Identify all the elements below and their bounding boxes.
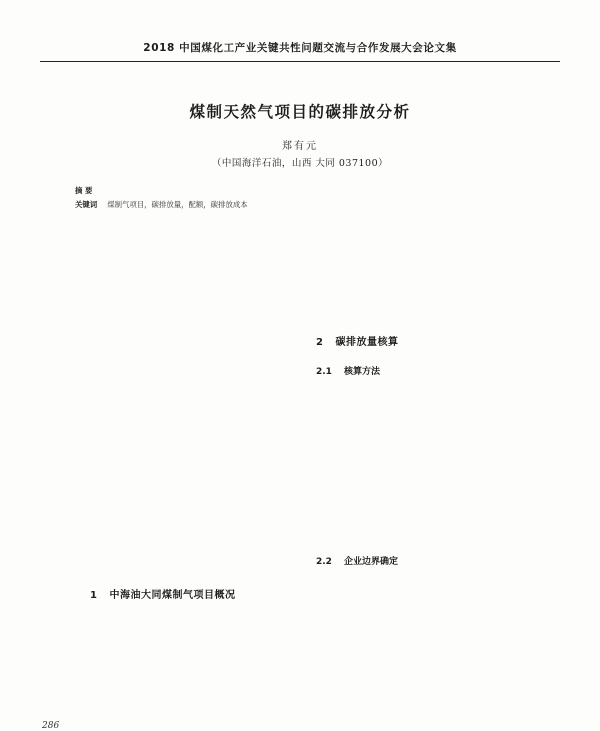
affiliation: （中国海洋石油，山西 大同 037100） xyxy=(211,158,389,169)
keywords-line xyxy=(75,198,525,212)
section-heading-1: 1 中海油大同煤制气项目概况 xyxy=(90,590,236,601)
header-divider xyxy=(40,61,560,62)
author: 郑有元 xyxy=(282,141,318,152)
section-heading-2: 2 碳排放量核算 xyxy=(316,337,399,348)
subsection-heading-2-2: 2.2 企业边界确定 xyxy=(316,557,398,567)
abstract-label: 摘 要 xyxy=(75,186,93,195)
running-head: 2018 中国煤化工产业关键共性问题交流与合作发展大会论文集 xyxy=(143,42,457,54)
subsection-heading-2-1: 2.1 核算方法 xyxy=(316,367,380,377)
keywords-label: 关键词 xyxy=(75,200,98,209)
abstract-paragraph xyxy=(75,184,525,198)
keywords-text: 煤制气项目，碳排放量，配额，碳排放成本 xyxy=(107,200,248,209)
abstract-block xyxy=(75,184,525,212)
page-number: 286 xyxy=(42,721,60,731)
paper-title: 煤制天然气项目的碳排放分析 xyxy=(189,103,411,121)
